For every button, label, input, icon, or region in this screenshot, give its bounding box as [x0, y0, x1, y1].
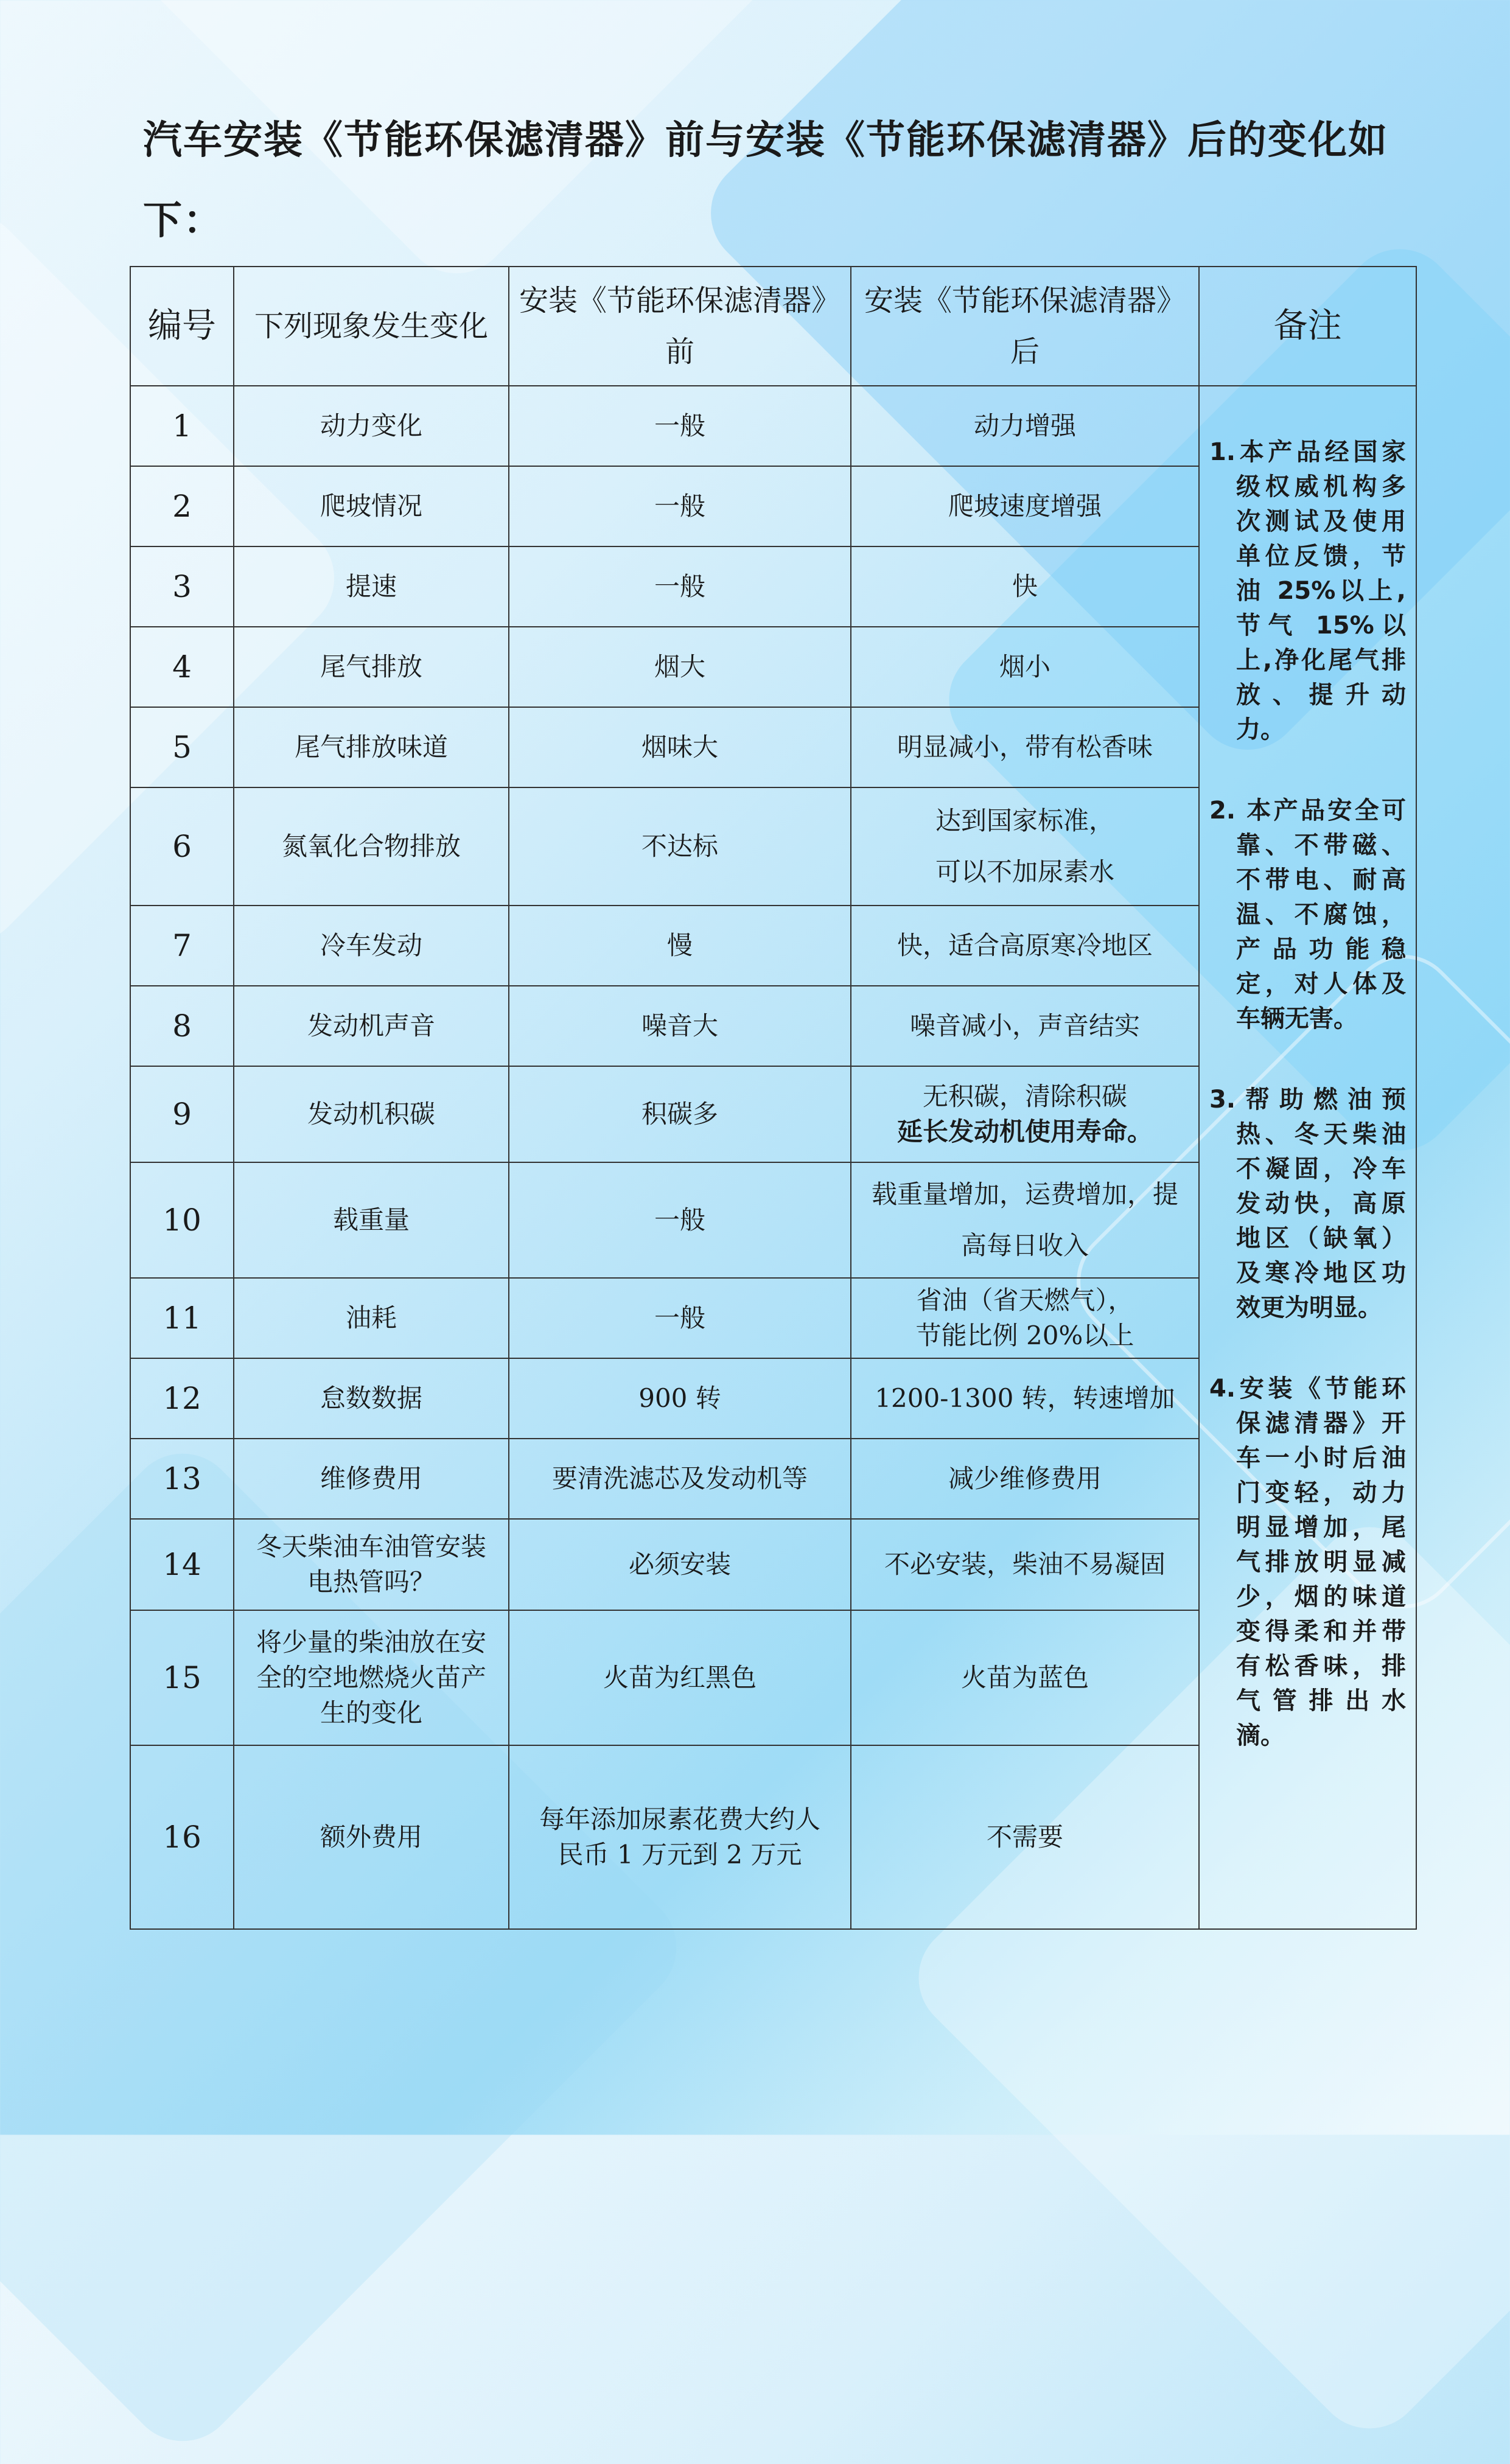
row-before	[509, 1745, 851, 1929]
row-item: 怠数数据	[234, 1358, 509, 1439]
row-after: 明显减小，带有松香味	[851, 707, 1199, 787]
header-before-line2: 前	[665, 335, 694, 369]
row-before: 积碳多	[509, 1066, 851, 1162]
row-number: 9	[130, 1066, 234, 1162]
header-phenomenon: 下列现象发生变化	[234, 267, 509, 386]
row-after: 不需要	[851, 1745, 1199, 1929]
row-item: 额外费用	[234, 1745, 509, 1929]
row-number: 4	[130, 627, 234, 707]
row-before-line: 每年添加尿素花费大约人	[539, 1804, 820, 1834]
row-after-line: 可以不加尿素水	[935, 857, 1114, 887]
row-before: 噪音大	[509, 986, 851, 1066]
row-after-line: 高每日收入	[960, 1230, 1089, 1260]
table-header-row	[130, 267, 1416, 386]
header-before-line1: 安装《节能环保滤清器》	[519, 284, 841, 318]
row-number: 5	[130, 707, 234, 787]
row-number: 8	[130, 986, 234, 1066]
remarks-cell	[1199, 386, 1416, 1929]
remark-note: 3.帮助燃油预热、冬天柴油不凝固，冷车发动快，高原地区（缺氧）及寒冷地区功效更为明显。	[1209, 1086, 1406, 1322]
row-after: 不必安装，柴油不易凝固	[851, 1519, 1199, 1610]
row-item: 维修费用	[234, 1439, 509, 1519]
row-before: 不达标	[509, 787, 851, 906]
row-after: 快	[851, 546, 1199, 627]
row-number: 12	[130, 1358, 234, 1439]
row-after-line: 达到国家标准，	[935, 806, 1114, 836]
row-after: 火苗为蓝色	[851, 1610, 1199, 1745]
row-number: 6	[130, 787, 234, 906]
row-after: 快，适合高原寒冷地区	[851, 906, 1199, 986]
row-after-line: 无积碳，清除积碳	[922, 1081, 1127, 1111]
row-number: 14	[130, 1519, 234, 1610]
row-number: 15	[130, 1610, 234, 1745]
row-after	[851, 1278, 1199, 1358]
row-after	[851, 1066, 1199, 1162]
row-before: 900 转	[509, 1358, 851, 1439]
row-after	[851, 1162, 1199, 1278]
row-item-line: 电热管吗？	[307, 1567, 435, 1597]
row-before: 慢	[509, 906, 851, 986]
row-item: 发动机声音	[234, 986, 509, 1066]
row-after-line: 省油（省天燃气），	[916, 1285, 1134, 1315]
row-number: 1	[130, 386, 234, 466]
row-after-line: 延长发动机使用寿命。	[897, 1117, 1153, 1146]
remark-note: 1.本产品经国家级权威机构多次测试及使用单位反馈，节油 25%以上,节气 15%以上,净化尾气排放、提升动力。	[1209, 438, 1406, 744]
header-number: 编号	[130, 267, 234, 386]
header-before	[509, 267, 851, 386]
row-item	[234, 1610, 509, 1745]
row-number: 2	[130, 466, 234, 546]
row-before: 烟味大	[509, 707, 851, 787]
remark-note: 2. 本产品安全可靠、不带磁、不带电、耐高温、不腐蚀，产品功能稳定，对人体及车辆无害。	[1209, 797, 1406, 1033]
row-item-line: 冬天柴油车油管安装	[256, 1532, 486, 1562]
row-before: 一般	[509, 1162, 851, 1278]
header-after-line2: 后	[1010, 335, 1040, 369]
row-item: 冷车发动	[234, 906, 509, 986]
row-before: 火苗为红黑色	[509, 1610, 851, 1745]
row-item: 发动机积碳	[234, 1066, 509, 1162]
row-before: 烟大	[509, 627, 851, 707]
row-before: 一般	[509, 1278, 851, 1358]
row-before: 一般	[509, 546, 851, 627]
row-item-line: 全的空地燃烧火苗产	[256, 1663, 486, 1692]
row-item-line: 将少量的柴油放在安	[256, 1627, 486, 1657]
row-item-line: 生的变化	[320, 1698, 422, 1728]
row-after: 烟小	[851, 627, 1199, 707]
table-row	[130, 386, 1416, 466]
row-number: 7	[130, 906, 234, 986]
row-after: 1200-1300 转，转速增加	[851, 1358, 1199, 1439]
row-before: 要清洗滤芯及发动机等	[509, 1439, 851, 1519]
header-after-line1: 安装《节能环保滤清器》	[864, 284, 1186, 318]
header-after	[851, 267, 1199, 386]
row-item: 爬坡情况	[234, 466, 509, 546]
row-after	[851, 787, 1199, 906]
row-number: 11	[130, 1278, 234, 1358]
row-after-line: 节能比例 20%以上	[915, 1321, 1134, 1350]
row-before: 必须安装	[509, 1519, 851, 1610]
comparison-table	[130, 266, 1417, 1930]
header-remarks: 备注	[1199, 267, 1416, 386]
row-after: 爬坡速度增强	[851, 466, 1199, 546]
row-item: 提速	[234, 546, 509, 627]
row-item: 动力变化	[234, 386, 509, 466]
row-number: 16	[130, 1745, 234, 1929]
row-after: 减少维修费用	[851, 1439, 1199, 1519]
row-number: 10	[130, 1162, 234, 1278]
page-title: 汽车安装《节能环保滤清器》前与安装《节能环保滤清器》后的变化如下：	[143, 118, 1388, 243]
remark-note: 4.安装《节能环保滤清器》开车一小时后油门变轻，动力明显增加，尾气排放明显减少，烟的味道变得柔和并带有松香味，排气管排出水滴。	[1209, 1375, 1406, 1750]
row-number: 3	[130, 546, 234, 627]
row-item: 尾气排放味道	[234, 707, 509, 787]
row-before: 一般	[509, 466, 851, 546]
row-item: 油耗	[234, 1278, 509, 1358]
row-item: 载重量	[234, 1162, 509, 1278]
row-before: 一般	[509, 386, 851, 466]
row-before-line: 民币 1 万元到 2 万元	[558, 1840, 802, 1869]
row-item	[234, 1519, 509, 1610]
row-after: 噪音减小，声音结实	[851, 986, 1199, 1066]
row-after-line: 载重量增加，运费增加，提	[871, 1179, 1178, 1209]
row-number: 13	[130, 1439, 234, 1519]
row-item: 氮氧化合物排放	[234, 787, 509, 906]
row-after: 动力增强	[851, 386, 1199, 466]
row-item: 尾气排放	[234, 627, 509, 707]
